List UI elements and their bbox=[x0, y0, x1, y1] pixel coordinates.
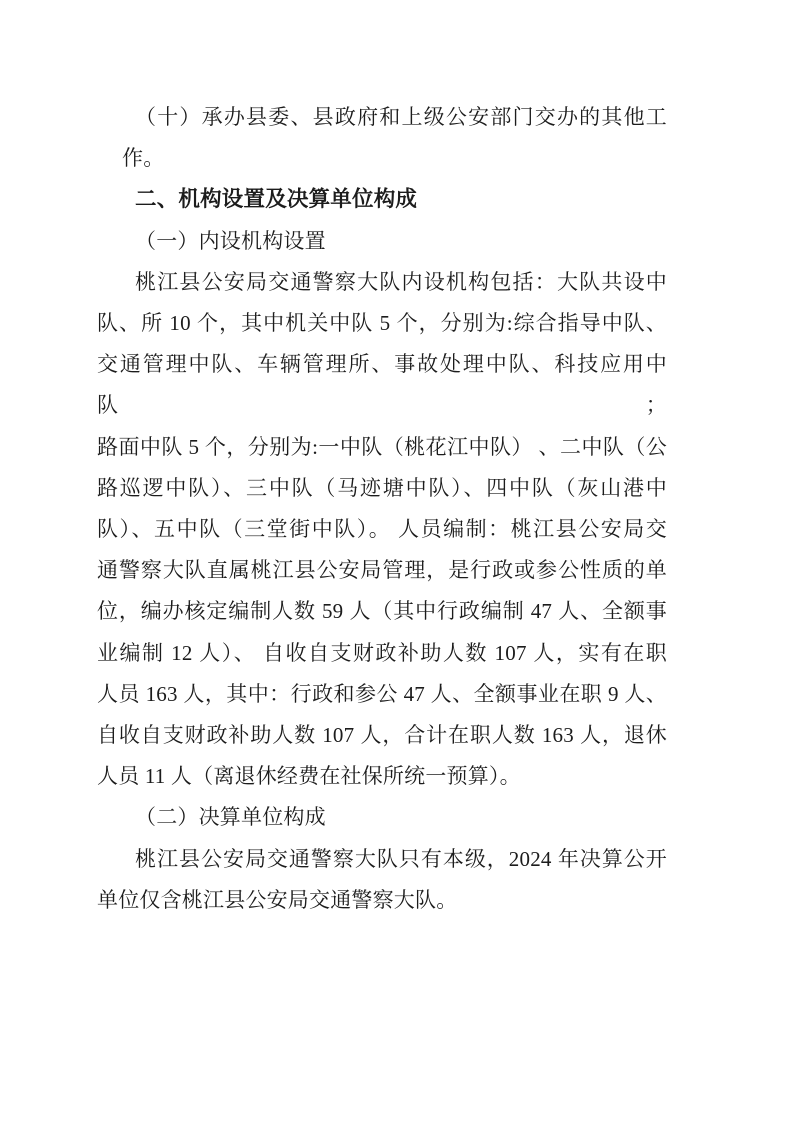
paragraph-line: 队）、五中队（三堂街中队）。 人员编制：桃江县公安局交 bbox=[97, 517, 667, 542]
paragraph-line: 作。 bbox=[122, 146, 165, 171]
subsection-heading: （一）内设机构设置 bbox=[135, 228, 326, 253]
page-content bbox=[97, 97, 667, 921]
subsection-heading: （二）决算单位构成 bbox=[135, 805, 326, 830]
paragraph-line: （十）承办县委、县政府和上级公安部门交办的其他工 bbox=[135, 105, 667, 129]
paragraph-line: 人员 163 人，其中：行政和参公 47 人、全额事业在职 9 人、 bbox=[97, 681, 667, 706]
paragraph-line: 路巡逻中队）、三中队（马迹塘中队）、四中队（灰山港中 bbox=[97, 475, 667, 500]
paragraph-line: 桃江县公安局交通警察大队内设机构包括：大队共设中 bbox=[135, 269, 667, 294]
paragraph-line: 业编制 12 人）、 自收自支财政补助人数 107 人，实有在职 bbox=[97, 640, 667, 665]
paragraph-line: 交通管理中队、车辆管理所、事故处理中队、科技应用中队； bbox=[97, 352, 667, 418]
paragraph-line: 自收自支财政补助人数 107 人，合计在职人数 163 人，退休 bbox=[97, 723, 667, 748]
paragraph-line: 单位仅含桃江县公安局交通警察大队。 bbox=[97, 887, 458, 912]
section-heading: 二、机构设置及决算单位构成 bbox=[135, 187, 418, 212]
paragraph-line: 路面中队 5 个，分别为:一中队（桃花江中队） 、二中队（公 bbox=[97, 434, 667, 459]
paragraph-line: 桃江县公安局交通警察大队只有本级，2024 年决算公开 bbox=[135, 846, 667, 871]
paragraph-line: 通警察大队直属桃江县公安局管理，是行政或参公性质的单 bbox=[97, 558, 667, 583]
paragraph-line: 队、所 10 个，其中机关中队 5 个，分别为:综合指导中队、 bbox=[97, 311, 667, 336]
paragraph-line: 位，编办核定编制人数 59 人（其中行政编制 47 人、全额事 bbox=[97, 599, 667, 624]
paragraph-line: 人员 11 人（离退休经费在社保所统一预算）。 bbox=[97, 764, 521, 789]
